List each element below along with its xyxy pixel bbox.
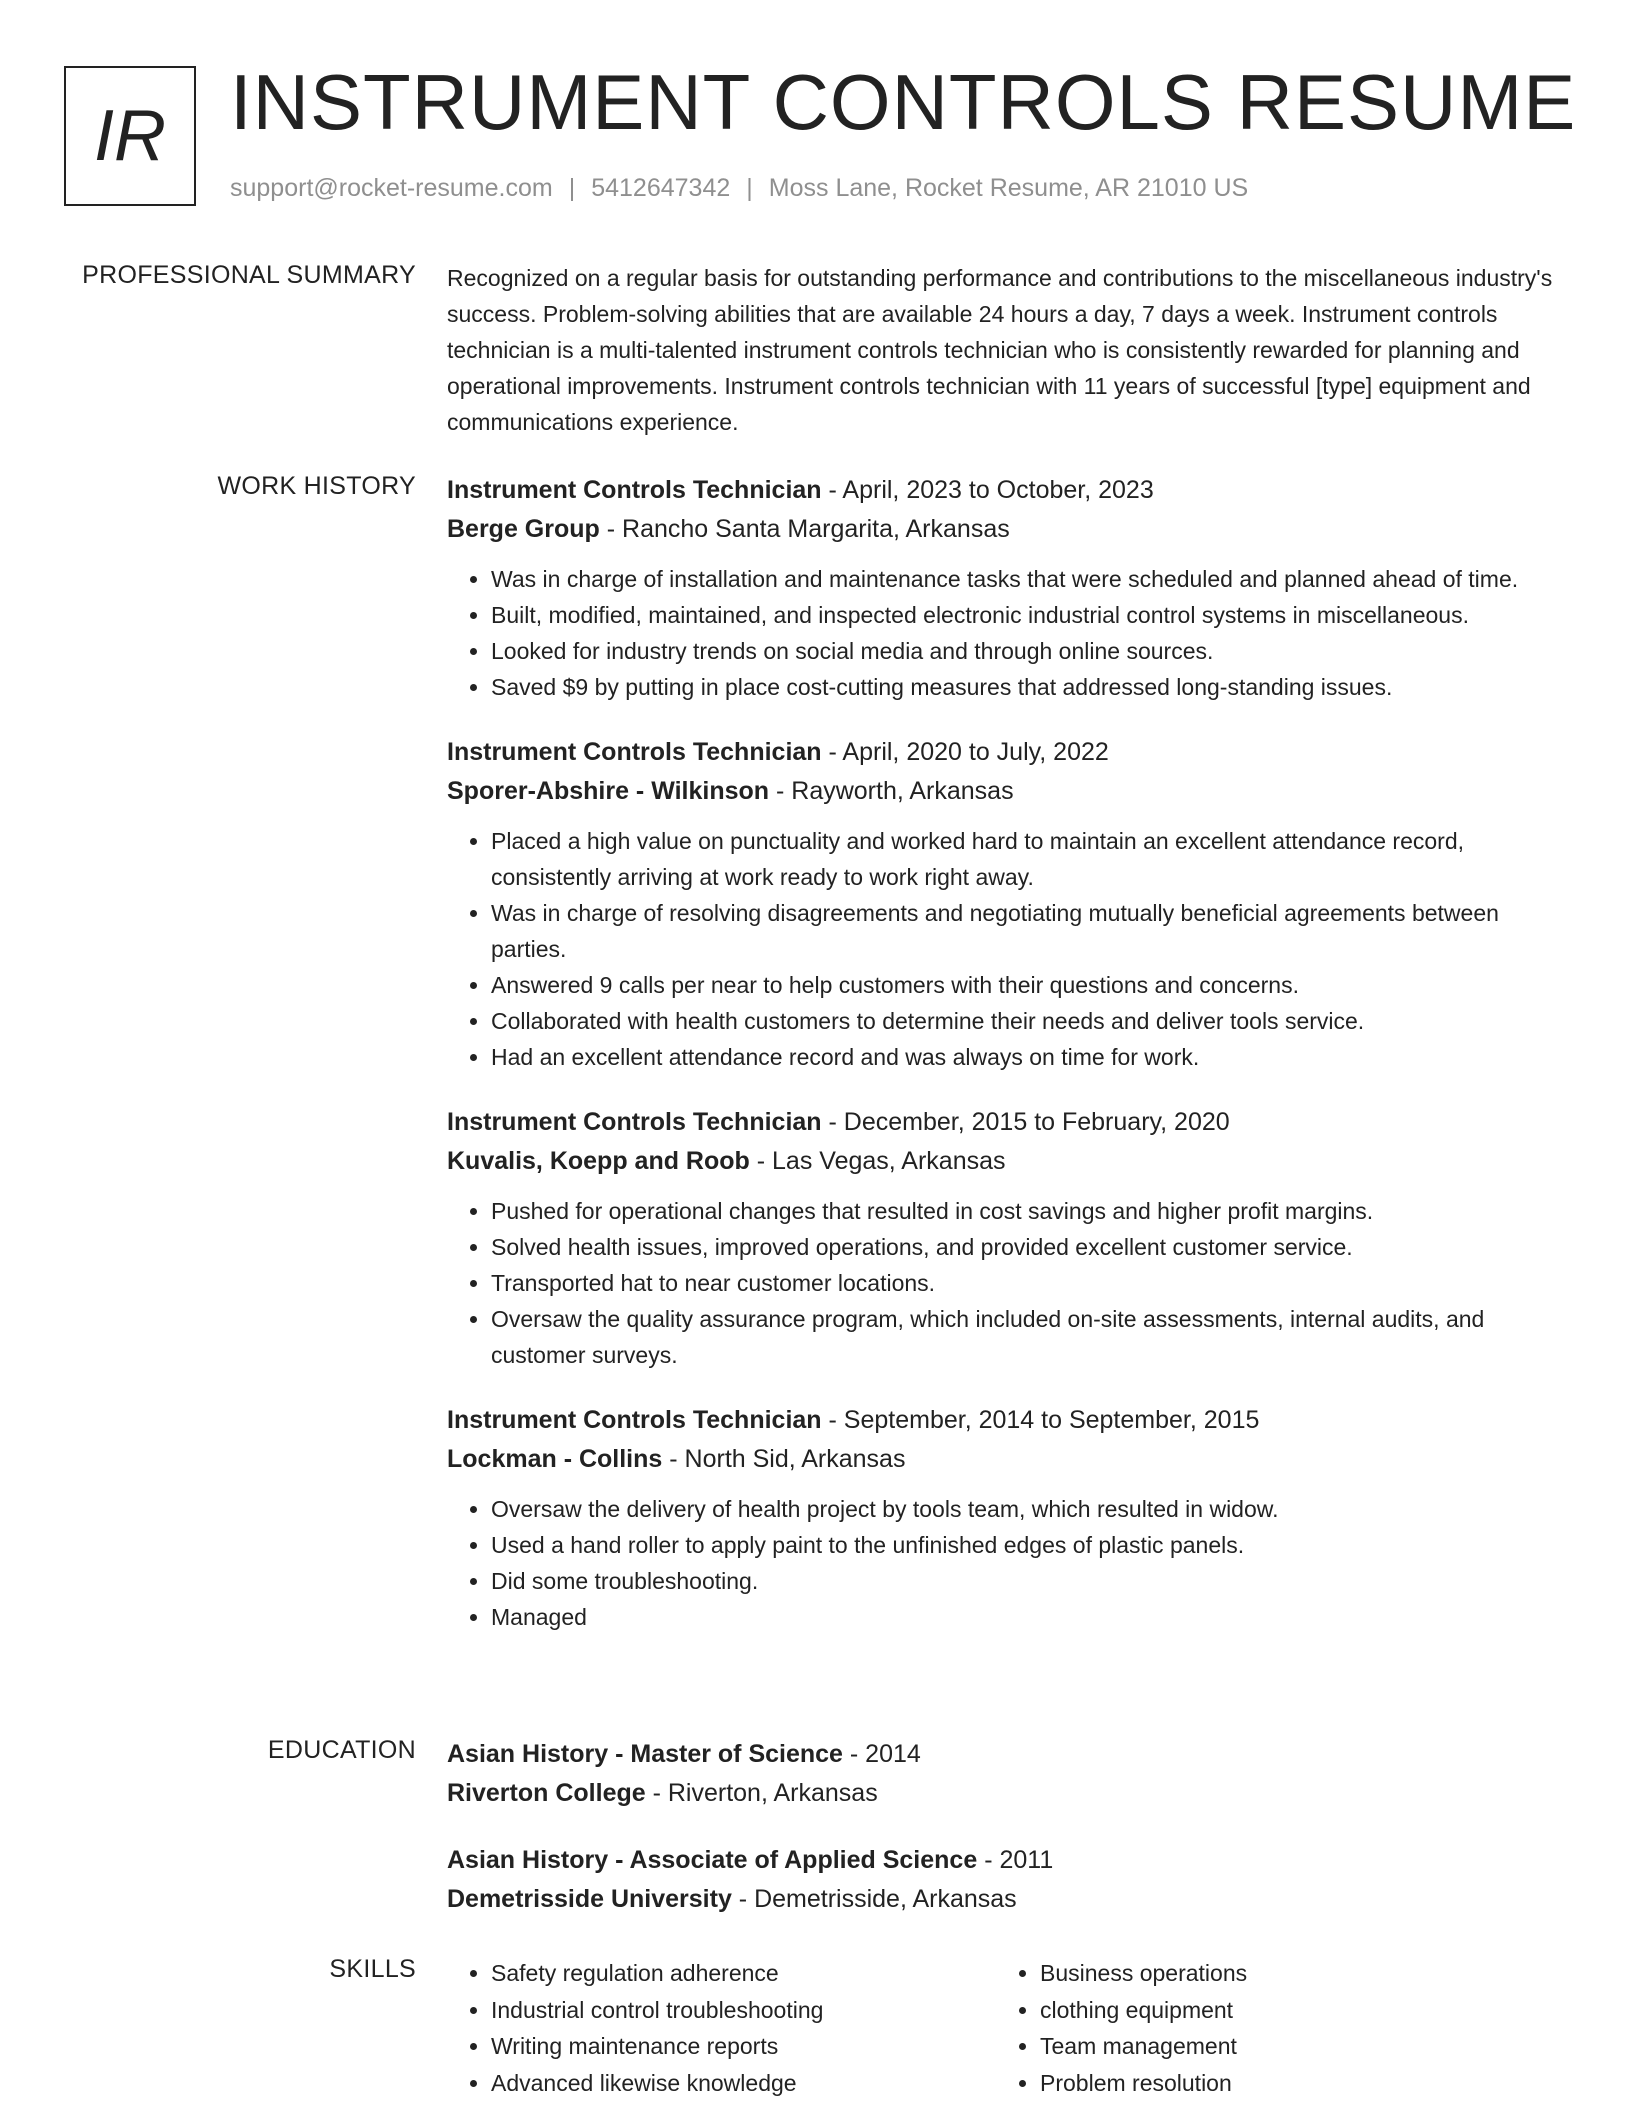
- job-company-line: [447, 1440, 1567, 1479]
- job-title: Instrument Controls Technician: [447, 1406, 822, 1434]
- contact-separator: |: [746, 174, 753, 202]
- job-entry: [447, 733, 1567, 1075]
- job-bullet: • Placed a high value on punctuality and worked hard to maintain an excellent attendance record, consistently arriving at work ready to work right away.: [491, 823, 1567, 895]
- job-bullet: • Answered 9 calls per near to help customers with their questions and concerns.: [491, 967, 1567, 1003]
- job-entry: [447, 1401, 1567, 1635]
- job-bullet: • Built, modified, maintained, and inspected electronic industrial control systems in miscellaneous.: [491, 597, 1567, 633]
- resume-title: INSTRUMENT CONTROLS RESUME: [230, 58, 1577, 146]
- job-title-line: [447, 471, 1567, 510]
- skill-item: • Safety regulation adherence: [491, 1955, 996, 1992]
- job-entry: [447, 471, 1567, 705]
- job-company: Lockman - Collins: [447, 1445, 663, 1473]
- education-school: Riverton College: [447, 1779, 646, 1807]
- education-school-line: [447, 1880, 1567, 1919]
- education-year: - 2014: [842, 1740, 921, 1768]
- summary-text: Recognized on a regular basis for outstanding performance and contributions to the miscellaneous industry's success. Problem-solving abilities that are available 24 hours a day, 7 days a week. Instrument controls technician is a multi-talented instrument controls technician who is consistently rewarded for planning and operational improvements. Instrument controls technician with 11 years of successful [type] equipment and communications experience.: [447, 265, 1553, 435]
- skill-item: • Industrial control troubleshooting: [491, 1992, 996, 2029]
- job-title-line: [447, 1103, 1567, 1142]
- skills-column-left: [447, 1955, 996, 2101]
- job-bullets: [447, 1491, 1567, 1635]
- job-bullet: • Oversaw the quality assurance program, which included on-site assessments, internal audits, and customer surveys.: [491, 1301, 1567, 1373]
- job-bullets: [447, 561, 1567, 705]
- monogram: IR: [64, 66, 196, 206]
- contact-email: support@rocket-resume.com: [230, 174, 553, 202]
- section-label-summary: PROFESSIONAL SUMMARY: [82, 261, 416, 289]
- skill-item: • Business operations: [1040, 1955, 1545, 1992]
- job-dates: - April, 2020 to July, 2022: [821, 738, 1109, 766]
- skill-item: • Team management: [1040, 2028, 1545, 2065]
- education-year: - 2011: [977, 1846, 1054, 1874]
- job-bullets: [447, 1193, 1567, 1373]
- job-location: - Las Vegas, Arkansas: [749, 1147, 1006, 1175]
- contact-address: Moss Lane, Rocket Resume, AR 21010 US: [768, 174, 1249, 202]
- education-degree: Asian History - Associate of Applied Science: [447, 1846, 978, 1874]
- job-bullet: • Did some troubleshooting.: [491, 1563, 1567, 1599]
- job-bullet: • Looked for industry trends on social media and through online sources.: [491, 633, 1567, 669]
- skill-item: • Problem resolution: [1040, 2065, 1545, 2102]
- job-title: Instrument Controls Technician: [447, 1108, 822, 1136]
- job-location: - North Sid, Arkansas: [662, 1445, 906, 1473]
- skill-item: • clothing equipment: [1040, 1992, 1545, 2029]
- job-title-line: [447, 733, 1567, 772]
- job-bullet: • Managed: [491, 1599, 1567, 1635]
- job-company: Kuvalis, Koepp and Roob: [447, 1147, 750, 1175]
- section-label-work-history: WORK HISTORY: [217, 472, 416, 500]
- job-company-line: [447, 772, 1567, 811]
- education-school: Demetrisside University: [447, 1885, 732, 1913]
- contact-separator: |: [568, 174, 576, 202]
- job-bullet: • Transported hat to near customer locations.: [491, 1265, 1567, 1301]
- job-location: - Rayworth, Arkansas: [769, 777, 1014, 805]
- education-entry: [447, 1841, 1567, 1919]
- job-bullet: • Pushed for operational changes that resulted in cost savings and higher profit margins.: [491, 1193, 1567, 1229]
- job-title: Instrument Controls Technician: [447, 476, 822, 504]
- job-title: Instrument Controls Technician: [447, 738, 822, 766]
- skill-item: • Advanced likewise knowledge: [491, 2065, 996, 2102]
- job-company-line: [447, 1142, 1567, 1181]
- job-bullet: • Collaborated with health customers to determine their needs and deliver tools service.: [491, 1003, 1567, 1039]
- job-bullet: • Used a hand roller to apply paint to the unfinished edges of plastic panels.: [491, 1527, 1567, 1563]
- job-title-line: [447, 1401, 1567, 1440]
- job-dates: - December, 2015 to February, 2020: [821, 1108, 1230, 1136]
- job-location: - Rancho Santa Margarita, Arkansas: [599, 515, 1010, 543]
- job-bullets: [447, 823, 1567, 1075]
- job-company: Sporer-Abshire - Wilkinson: [447, 777, 770, 805]
- job-bullet: • Saved $9 by putting in place cost-cutting measures that addressed long-standing issues.: [491, 669, 1567, 705]
- job-company-line: [447, 510, 1567, 549]
- education-degree: Asian History - Master of Science: [447, 1740, 843, 1768]
- education-entry: [447, 1735, 1567, 1813]
- education-location: - Demetrisside, Arkansas: [731, 1885, 1017, 1913]
- skills-grid: [447, 1955, 1567, 2101]
- job-bullet: • Oversaw the delivery of health project by tools team, which resulted in widow.: [491, 1491, 1567, 1527]
- job-bullet: • Was in charge of resolving disagreements and negotiating mutually beneficial agreements between parties.: [491, 895, 1567, 967]
- job-dates: - April, 2023 to October, 2023: [821, 476, 1154, 504]
- education-school-line: [447, 1774, 1567, 1813]
- skills-column-right: [996, 1955, 1545, 2101]
- education-location: - Riverton, Arkansas: [645, 1779, 878, 1807]
- section-label-education: EDUCATION: [267, 1736, 416, 1764]
- job-bullet: • Had an excellent attendance record and was always on time for work.: [491, 1039, 1567, 1075]
- job-bullet: • Was in charge of installation and maintenance tasks that were scheduled and planned ahead of time.: [491, 561, 1567, 597]
- job-dates: - September, 2014 to September, 2015: [821, 1406, 1260, 1434]
- section-label-skills: SKILLS: [329, 1955, 416, 1983]
- skill-item: • Writing maintenance reports: [491, 2028, 996, 2065]
- job-entry: [447, 1103, 1567, 1373]
- contact-line: [230, 174, 1248, 203]
- education-degree-line: [447, 1841, 1567, 1880]
- job-company: Berge Group: [447, 515, 600, 543]
- contact-phone: 5412647342: [591, 174, 731, 202]
- job-bullet: • Solved health issues, improved operations, and provided excellent customer service.: [491, 1229, 1567, 1265]
- education-degree-line: [447, 1735, 1567, 1774]
